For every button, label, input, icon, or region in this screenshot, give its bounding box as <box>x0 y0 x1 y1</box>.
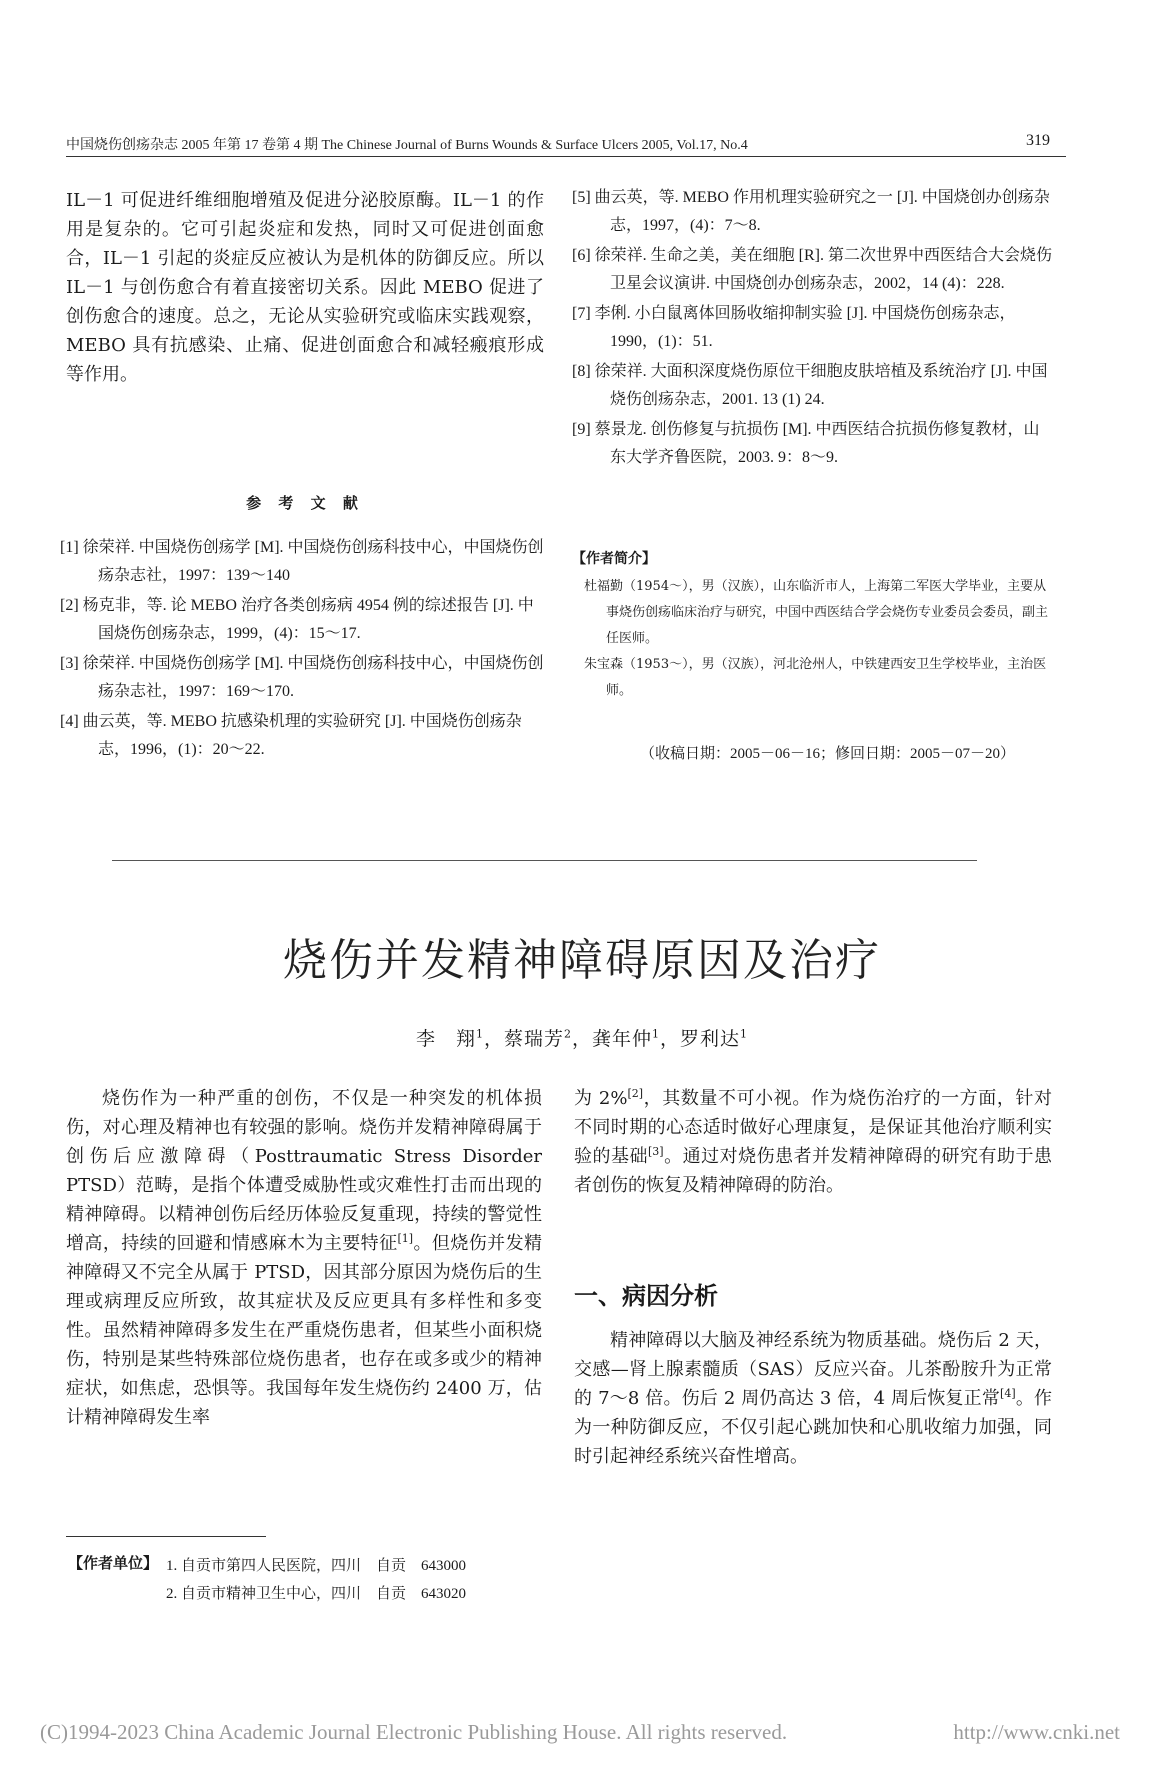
header-rule <box>66 156 1066 157</box>
author-affiliation-mark: 2 <box>563 1027 572 1041</box>
article-title: 烧伤并发精神障碍原因及治疗 <box>283 935 881 986</box>
page-number: 319 <box>1026 132 1050 149</box>
author-name: 罗利达 <box>680 1028 741 1050</box>
reference-item: [1] 徐荣祥. 中国烧伤创疡学 [M]. 中国烧伤创疡科技中心，中国烧伤创疡杂志社，1997：139～140 <box>60 539 544 584</box>
references-heading: 参 考 文 献 <box>246 494 364 512</box>
citation-mark: [4] <box>1000 1387 1016 1400</box>
authors-line: 李 翔$^1$，蔡瑞芳$^2$，龚年仲$^1$，罗利达$^1$ <box>415 1027 749 1050</box>
reference-item: [4] 曲云英，等. MEBO 抗感染机理的实验研究 [J]. 中国烧伤创疡杂志，1996，(1)：20～22. <box>60 713 522 758</box>
author-name: 龚年仲 <box>592 1028 653 1050</box>
affiliation-label: 【作者单位】 <box>68 1554 159 1572</box>
author-intro-heading: 【作者简介】 <box>572 551 656 567</box>
section-heading: 一、病因分析 <box>574 1282 718 1310</box>
footer-url: http://www.cnki.net <box>953 1720 1120 1744</box>
references-list-right <box>572 184 1054 474</box>
reference-item: [8] 徐荣祥. 大面积深度烧伤原位干细胞皮肤培植及系统治疗 [J]. 中国烧伤创疡杂志，2001. 13 (1) 24. <box>572 363 1048 408</box>
intro-paragraph-left: 烧伤作为一种严重的创伤，不仅是一种突发的机体损伤，对心理及精神也有较强的影响。烧伤并发精神障碍属于创伤后应激障碍（Posttraumatic Stress Disorder PTSD）范畴，是指个体遭受威胁性或灾难性打击而出现的精神障碍。以精神创伤后经历体验反复重现，持续的警觉性增高，持续的回避和情感麻木为主要特征[1]。但烧伤并发精神障碍又不完全从属于 PTSD，因其部分原因为烧伤后的生理或病理反应所致，故其症状及反应更具有多样性和多变性。虽然精神障碍多发生在严重烧伤患者，但某些小面积烧伤，特别是某些特殊部位烧伤患者，也存在或多或少的精神症状，如焦虑，恐惧等。我国每年发生烧伤约 2400 万，估计精神障碍发生率 <box>66 1088 543 1428</box>
author-name: 李 翔 <box>415 1028 476 1050</box>
citation-mark: [2] <box>627 1087 644 1100</box>
footnote-rule <box>66 1536 266 1537</box>
reference-item: [3] 徐荣祥. 中国烧伤创疡学 [M]. 中国烧伤创疡科技中心，中国烧伤创疡杂志社，1997：169～170. <box>60 655 544 700</box>
citation-mark: [1] <box>397 1232 414 1245</box>
author-affiliation-mark: 1 <box>475 1027 484 1041</box>
copyright-text: (C)1994-2023 China Academic Journal Electronic Publishing House. All rights reserved. <box>40 1720 788 1744</box>
author-affiliation-mark: 1 <box>740 1027 749 1041</box>
reference-item: [2] 杨克非，等. 论 MEBO 治疗各类创疡病 4954 例的综述报告 [J]. 中国烧伤创疡杂志，1999，(4)：15～17. <box>60 597 534 642</box>
citation-mark: [3] <box>648 1145 664 1158</box>
affiliation-item: 2. 自贡市精神卫生中心，四川 自贡 643020 <box>166 1586 467 1602</box>
intro-paragraph-right: 为 2%[2]，其数量不可小视。作为烧伤治疗的一方面，针对不同时期的心态适时做好心理康复，是保证其他治疗顺利实验的基础[3]。通过对烧伤患者并发精神障碍的研究有助于患者创伤的恢复及精神障碍的防治。 <box>574 1087 1053 1196</box>
affiliation-list <box>166 1552 466 1608</box>
section-paragraph: 精神障碍以大脑及神经系统为物质基础。烧伤后 2 天，交感—肾上腺素髓质（SAS）反应兴奋。儿茶酚胺升为正常的 7～8 倍。伤后 2 周仍高达 3 倍，4 周后恢复正常[4]。作为一种防御反应，不仅引起心跳加快和心肌收缩力加强，同时引起神经系统兴奋性增高。 <box>574 1330 1053 1467</box>
author-intro-entry: 杜福勤（1954～），男（汉族），山东临沂市人，上海第二军医大学毕业，主要从事烧伤创疡临床治疗与研究，中国中西医结合学会烧伤专业委员会委员，副主任医师。 <box>584 579 1049 646</box>
author-intro-entry: 朱宝森（1953～），男（汉族），河北沧州人，中铁建西安卫生学校毕业，主治医师。 <box>584 657 1047 698</box>
author-intro <box>584 574 1052 704</box>
reference-item: [9] 蔡景龙. 创伤修复与抗损伤 [M]. 中西医结合抗损伤修复教材，山东大学齐鲁医院，2003. 9：8～9. <box>572 421 1040 466</box>
prev-article-closing-paragraph: IL－1 可促进纤维细胞增殖及促进分泌胶原酶。IL－1 的作用是复杂的。它可引起炎症和发热，同时又可促进创面愈合，IL－1 引起的炎症反应被认为是机体的防御反应。所以 IL－1 与创伤愈合有着直接密切关系。因此 MEBO 促进了创伤愈合的速度。总之，无论从实验研究或临床实践观察，MEBO 具有抗感染、止痛、促进创面愈合和减轻瘢痕形成等作用。 <box>66 190 544 385</box>
reference-item: [5] 曲云英，等. MEBO 作用机理实验研究之一 [J]. 中国烧创办创疡杂志，1997，(4)：7～8. <box>572 189 1050 234</box>
author-name: 蔡瑞芳 <box>503 1028 564 1050</box>
reference-item: [7] 李俐. 小白鼠离体回肠收缩抑制实验 [J]. 中国烧伤创疡杂志，1990，(1)：51. <box>572 305 1016 350</box>
received-dates: （收稿日期：2005－06－16；修回日期：2005－07－20） <box>640 746 1016 762</box>
running-header: 中国烧伤创疡杂志 2005 年第 17 卷第 4 期 The Chinese Journal of Burns Wounds & Surface Ulcers 2005, Vol.17, No.4 <box>66 138 748 153</box>
references-list-left <box>60 534 544 766</box>
author-affiliation-mark: 1 <box>652 1027 661 1041</box>
article-divider <box>112 860 977 861</box>
affiliation-item: 1. 自贡市第四人民医院，四川 自贡 643000 <box>166 1558 467 1574</box>
reference-item: [6] 徐荣祥. 生命之美，美在细胞 [R]. 第二次世界中西医结合大会烧伤卫星会议演讲. 中国烧创办创疡杂志，2002，14 (4)：228. <box>572 247 1052 292</box>
copyright-footer <box>40 1720 1120 1745</box>
